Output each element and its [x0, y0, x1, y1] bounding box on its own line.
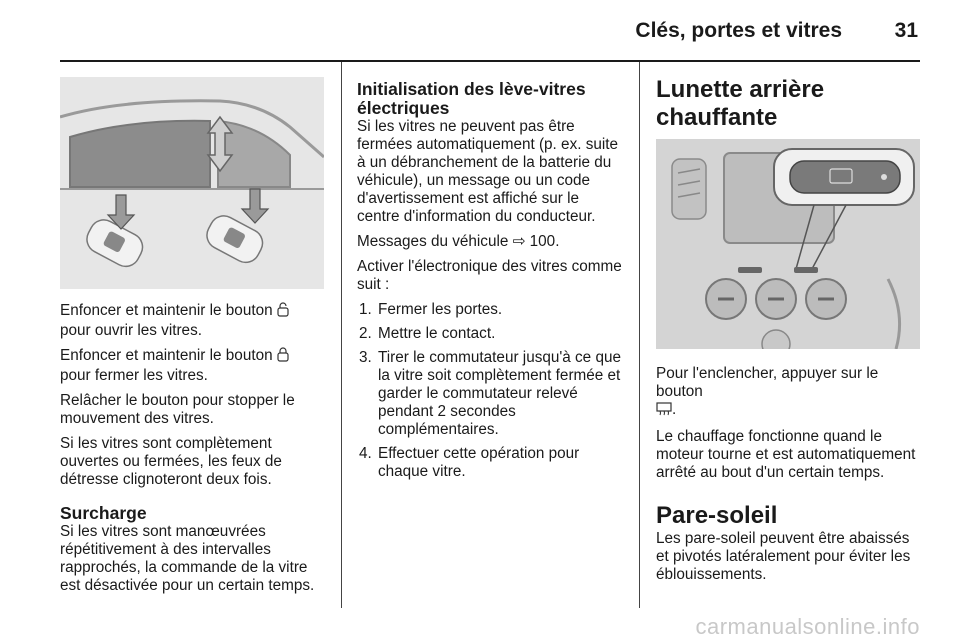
surcharge-heading: Surcharge	[60, 503, 147, 523]
enable-defrost-paragraph: Pour l'enclencher, appuyer sur le bouton .	[656, 365, 922, 421]
vehicle-messages-reference: Messages du véhicule ⇨ 100.	[357, 233, 560, 250]
open-windows-text-end: pour ouvrir les vitres.	[60, 322, 202, 339]
page-number: 31	[894, 19, 918, 42]
step-item	[357, 301, 625, 319]
activate-electronics-paragraph: Activer l'électronique des vitres comme suit :	[357, 258, 622, 293]
initialisation-steps-list	[357, 301, 625, 481]
step-item	[357, 325, 625, 343]
open-windows-text: Enfoncer et maintenir le bouton	[60, 302, 273, 319]
sun-visor-heading: Pare-soleil	[656, 502, 778, 529]
surcharge-paragraph: Si les vitres sont manœuvrées répétitivement à des intervalles rapprochés, la commande de la vitre est désactivée pour un certain temps.	[60, 523, 315, 594]
step-number: 1.	[359, 301, 372, 318]
column-divider-2	[639, 62, 640, 608]
page-header	[0, 0, 960, 62]
step-text: Mettre le contact.	[378, 325, 496, 342]
middle-column	[357, 80, 625, 487]
sun-visor-paragraph: Les pare-soleil peuvent être abaissés et pivotés latéralement pour éviter les éblouissements.	[656, 530, 911, 583]
step-item	[357, 445, 625, 481]
close-windows-text-end: pour fermer les vitres.	[60, 367, 208, 384]
defrost-operation-paragraph: Le chauffage fonctionne quand le moteur tourne et est automatiquement arrêté au bout d'un certain temps.	[656, 428, 916, 481]
release-button-paragraph: Relâcher le bouton pour stopper le mouvement des vitres.	[60, 392, 295, 427]
dashboard-rear-defrost-illustration	[656, 139, 920, 349]
lock-icon	[277, 347, 289, 367]
window-initialisation-heading: Initialisation des lève-vitres électriques	[357, 79, 586, 118]
step-text: Tirer le commutateur jusqu'à ce que la vitre soit complètement fermée et garder le commutateur relevé pendant 2 secondes complémentaires.	[378, 349, 621, 438]
left-column	[60, 62, 326, 602]
hazard-lights-paragraph: Si les vitres sont complètement ouvertes ou fermées, les feux de détresse clignoteront deux fois.	[60, 435, 282, 488]
initialisation-intro-paragraph: Si les vitres ne peuvent pas être fermées automatiquement (p. ex. suite à un débranchement de la batterie du véhicule), un message ou un code d'avertissement est affiché sur le centre d'information du conducteur.	[357, 118, 619, 225]
unlock-icon	[277, 302, 289, 322]
enable-defrost-text: Pour l'enclencher, appuyer sur le bouton	[656, 365, 879, 400]
heated-rear-window-heading: Lunette arrière chauffante	[656, 76, 825, 131]
rear-defrost-icon	[656, 402, 672, 421]
section-title: Clés, portes et vitres	[635, 19, 842, 42]
step-number: 2.	[359, 325, 372, 342]
close-windows-paragraph	[60, 347, 326, 385]
car-window-key-illustration	[60, 77, 324, 289]
step-item	[357, 349, 625, 439]
step-text: Fermer les portes.	[378, 301, 503, 318]
watermark-text: carmanualsonline.info	[695, 614, 920, 639]
open-windows-paragraph	[60, 302, 326, 340]
column-divider-1	[341, 62, 342, 608]
step-text: Effectuer cette opération pour chaque vitre.	[378, 445, 580, 480]
close-windows-text: Enfoncer et maintenir le bouton	[60, 347, 273, 364]
step-number: 3.	[359, 349, 372, 366]
step-number: 4.	[359, 445, 372, 462]
right-column	[656, 76, 922, 591]
